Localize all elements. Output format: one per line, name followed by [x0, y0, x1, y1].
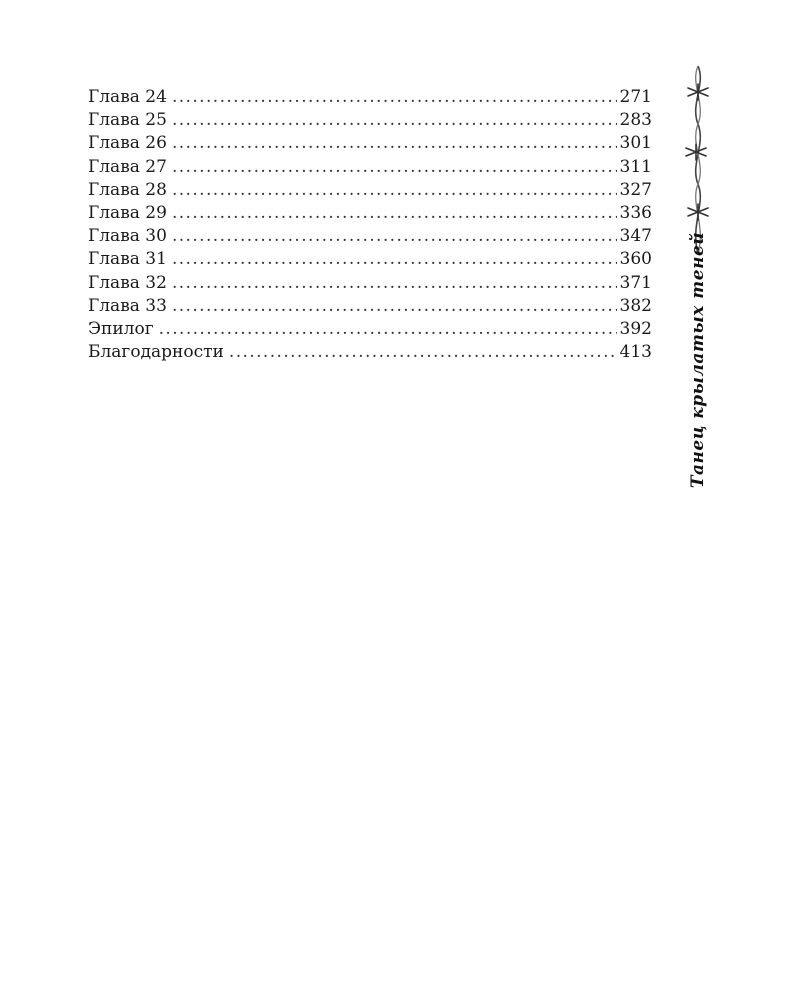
toc-dot-leader	[172, 156, 617, 179]
toc-entry[interactable]	[88, 179, 652, 202]
toc-entry[interactable]	[88, 272, 652, 295]
toc-entry-title: Глава 32	[88, 272, 167, 293]
toc-entry-title: Глава 33	[88, 295, 167, 316]
toc-dot-leader	[172, 86, 617, 109]
toc-entry-page: 382	[619, 295, 652, 316]
toc-entry-title: Глава 31	[88, 249, 167, 270]
toc-entry-title: Эпилог	[88, 318, 154, 339]
toc-entry-page: 347	[619, 226, 652, 247]
toc-entry-title: Глава 25	[88, 110, 167, 131]
toc-dot-leader	[172, 295, 617, 318]
toc-entry-title: Глава 30	[88, 226, 167, 247]
toc-entry-page: 360	[619, 249, 652, 270]
toc-dot-leader	[172, 179, 617, 202]
toc-entry-page: 336	[619, 202, 652, 223]
toc-entry-title: Глава 29	[88, 202, 167, 223]
book-title-vertical: Танец крылатых теней	[688, 231, 708, 489]
toc-dot-leader	[172, 202, 617, 225]
toc-entry-page: 311	[619, 156, 652, 177]
toc-dot-leader	[172, 272, 617, 295]
toc-entry-page: 301	[619, 133, 652, 154]
table-of-contents	[88, 86, 652, 364]
toc-entry-page: 271	[619, 87, 652, 107]
toc-entry[interactable]	[88, 202, 652, 225]
toc-entry[interactable]	[88, 341, 652, 364]
toc-dot-leader	[159, 318, 617, 341]
toc-entry-page: 413	[619, 342, 652, 363]
toc-entry[interactable]	[88, 225, 652, 248]
toc-dot-leader	[172, 132, 617, 155]
toc-dot-leader	[172, 248, 617, 271]
toc-entry-title: Глава 28	[88, 179, 167, 200]
toc-entry-title: Благодарности	[88, 342, 224, 363]
toc-entry-page: 327	[619, 179, 652, 200]
toc-dot-leader	[229, 341, 617, 364]
toc-entry[interactable]	[88, 156, 652, 179]
toc-entry[interactable]	[88, 318, 652, 341]
toc-entry[interactable]	[88, 109, 652, 132]
toc-entry[interactable]	[88, 86, 652, 109]
toc-entry-page: 392	[619, 318, 652, 339]
toc-dot-leader	[172, 109, 617, 132]
toc-entry[interactable]	[88, 295, 652, 318]
toc-dot-leader	[172, 225, 617, 248]
toc-entry-page: 371	[619, 272, 652, 293]
toc-entry-title: Глава 26	[88, 133, 167, 154]
toc-entry-title: Глава 27	[88, 156, 167, 177]
toc-entry-page: 283	[619, 110, 652, 131]
toc-entry[interactable]	[88, 132, 652, 155]
toc-entry[interactable]	[88, 248, 652, 271]
toc-entry-title: Глава 24	[88, 87, 167, 107]
